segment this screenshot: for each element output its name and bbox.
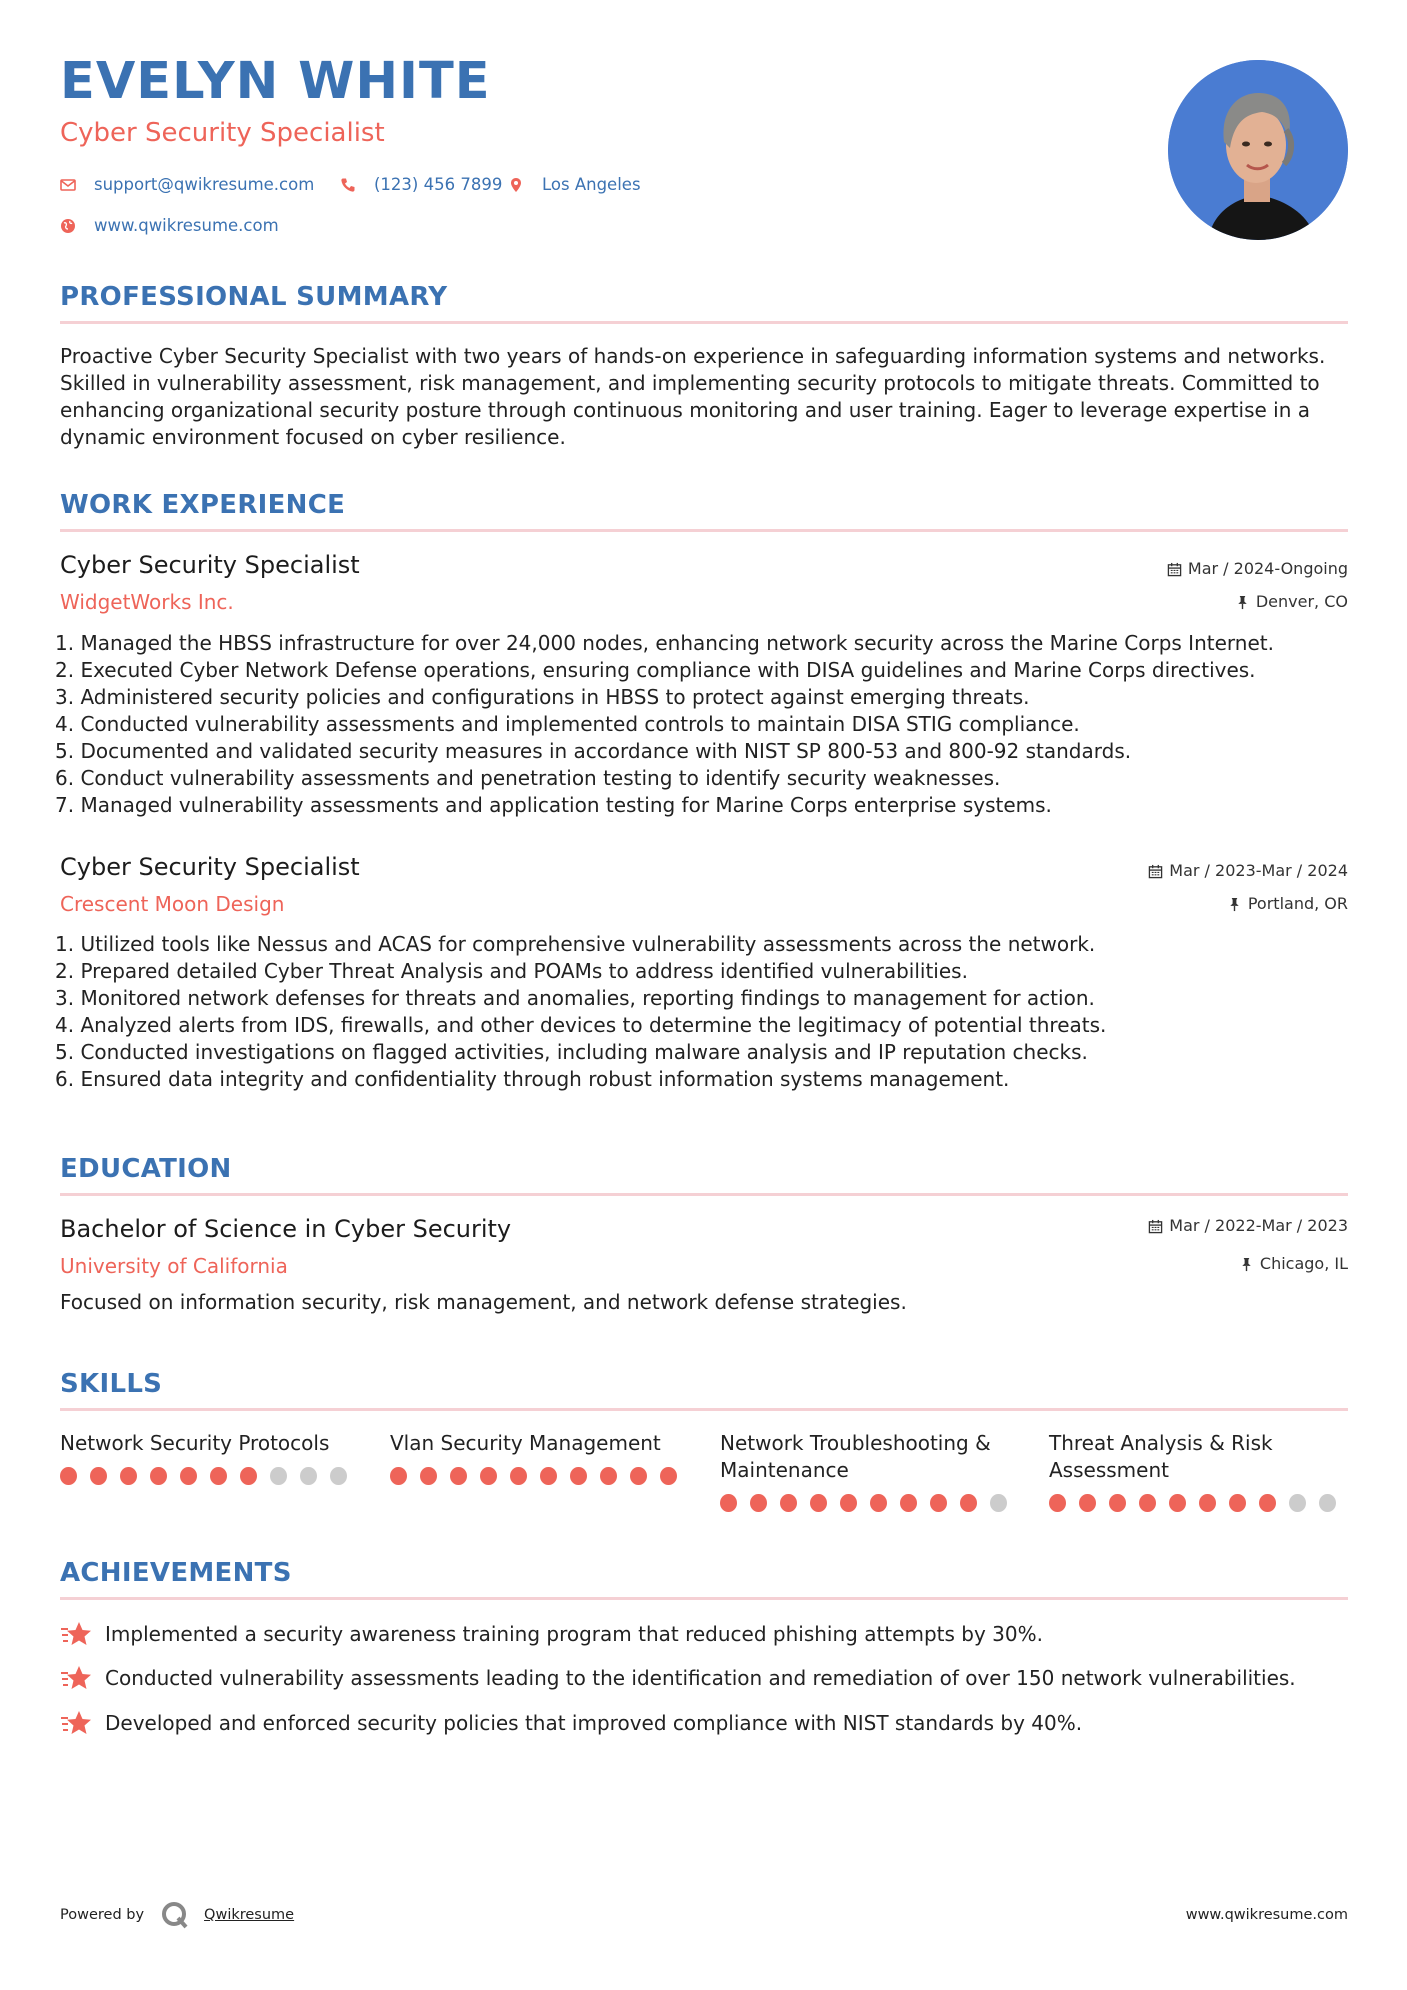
rating-dot-filled (1259, 1494, 1276, 1512)
rating-dot-filled (120, 1467, 137, 1485)
job-location-text: Denver, CO (1255, 592, 1348, 611)
degree-title: Bachelor of Science in Cyber Security (60, 1215, 512, 1243)
skill-name: Vlan Security Management (390, 1431, 661, 1455)
rating-dot-empty (1289, 1494, 1306, 1512)
job-date-text: Mar / 2023-Mar / 2024 (1169, 861, 1348, 880)
experience-heading: WORK EXPERIENCE (60, 490, 346, 520)
list-item: 2. Prepared detailed Cyber Threat Analysis and POAMs to address identified vulnerabilities. (55, 959, 968, 983)
star-icon (60, 1709, 92, 1737)
envelope-icon (60, 177, 76, 193)
job-location (1235, 594, 1348, 610)
rating-dot-filled (1169, 1494, 1186, 1512)
job-company: Crescent Moon Design (60, 892, 285, 916)
achievement-text: Implemented a security awareness training program that reduced phishing attempts by 30%. (105, 1622, 1043, 1646)
education-description: Focused on information security, risk management, and network defense strategies. (60, 1290, 907, 1314)
job-title: Cyber Security Specialist (60, 853, 360, 881)
skill-rating (720, 1494, 1020, 1512)
skill-rating (1049, 1494, 1349, 1512)
skill-item (1049, 1430, 1349, 1512)
pushpin-icon (1227, 897, 1242, 912)
job-date (1148, 863, 1348, 879)
website-text: www.qwikresume.com (94, 216, 279, 235)
globe-icon (60, 218, 76, 234)
rating-dot-filled (780, 1494, 797, 1512)
list-item: 5. Conducted investigations on flagged activities, including malware analysis and IP reputation checks. (55, 1040, 1088, 1064)
section-divider (60, 1193, 1348, 1196)
rating-dot-filled (420, 1467, 437, 1485)
skill-name: Network Troubleshooting & Maintenance (720, 1431, 991, 1482)
skill-item (390, 1430, 690, 1485)
achievement-item (60, 1709, 1082, 1737)
achievement-item (60, 1620, 1043, 1648)
education-date (1148, 1218, 1348, 1234)
rating-dot-filled (870, 1494, 887, 1512)
rating-dot-filled (840, 1494, 857, 1512)
location-text: Los Angeles (542, 175, 641, 194)
achievement-text: Conducted vulnerability assessments leading to the identification and remediation of over 150 network vulnerabilities. (105, 1666, 1296, 1690)
rating-dot-filled (810, 1494, 827, 1512)
job-location-text: Portland, OR (1247, 894, 1348, 913)
rating-dot-empty (990, 1494, 1007, 1512)
job-responsibilities (55, 931, 1355, 1093)
pushpin-icon (1239, 1257, 1254, 1272)
achievement-item (60, 1664, 1296, 1692)
email-text: support@qwikresume.com (94, 175, 315, 194)
pushpin-icon (1235, 595, 1250, 610)
list-item: 1. Utilized tools like Nessus and ACAS for comprehensive vulnerability assessments across the network. (55, 932, 1096, 956)
rating-dot-filled (1199, 1494, 1216, 1512)
rating-dot-filled (720, 1494, 737, 1512)
rating-dot-filled (90, 1467, 107, 1485)
job-responsibilities (55, 630, 1355, 819)
list-item: 1. Managed the HBSS infrastructure for over 24,000 nodes, enhancing network security across the Marine Corps Internet. (55, 631, 1274, 655)
rating-dot-empty (330, 1467, 347, 1485)
rating-dot-filled (660, 1467, 677, 1485)
summary-heading: PROFESSIONAL SUMMARY (60, 282, 448, 312)
qwikresume-link[interactable]: Qwikresume (204, 1907, 295, 1923)
rating-dot-empty (300, 1467, 317, 1485)
rating-dot-filled (1139, 1494, 1156, 1512)
rating-dot-filled (60, 1467, 77, 1485)
rating-dot-filled (210, 1467, 227, 1485)
section-divider (60, 529, 1348, 532)
qwikresume-logo-icon (160, 1900, 190, 1930)
education-location-text: Chicago, IL (1259, 1254, 1348, 1273)
job-date-text: Mar / 2024-Ongoing (1187, 559, 1348, 578)
rating-dot-filled (1049, 1494, 1066, 1512)
list-item: 6. Ensured data integrity and confidentiality through robust information systems management. (55, 1067, 1010, 1091)
skill-name: Threat Analysis & Risk Assessment (1049, 1431, 1273, 1482)
list-item: 6. Conduct vulnerability assessments and penetration testing to identify security weaknesses. (55, 766, 1001, 790)
rating-dot-empty (1319, 1494, 1336, 1512)
phone-text: (123) 456 7899 (374, 175, 503, 194)
list-item: 4. Conducted vulnerability assessments and implemented controls to maintain DISA STIG compliance. (55, 712, 1080, 736)
skill-item (60, 1430, 360, 1485)
achievement-text: Developed and enforced security policies that improved compliance with NIST standards by 40%. (105, 1711, 1083, 1735)
calendar-icon (1167, 562, 1182, 577)
footer-powered-by (60, 1900, 294, 1930)
skill-item (720, 1430, 1020, 1512)
list-item: 3. Administered security policies and configurations in HBSS to protect against emerging threats. (55, 685, 1030, 709)
section-divider (60, 1597, 1348, 1600)
star-icon (60, 1620, 92, 1648)
job-date (1167, 561, 1348, 577)
rating-dot-filled (930, 1494, 947, 1512)
footer-url[interactable]: www.qwikresume.com (1185, 1907, 1348, 1923)
contact-email[interactable] (60, 177, 314, 194)
education-date-text: Mar / 2022-Mar / 2023 (1169, 1216, 1348, 1235)
rating-dot-filled (480, 1467, 497, 1485)
rating-dot-filled (600, 1467, 617, 1485)
candidate-name: EVELYN WHITE (60, 52, 491, 111)
rating-dot-filled (540, 1467, 557, 1485)
achievements-heading: ACHIEVEMENTS (60, 1558, 292, 1588)
rating-dot-filled (960, 1494, 977, 1512)
rating-dot-empty (270, 1467, 287, 1485)
star-icon (60, 1664, 92, 1692)
rating-dot-filled (150, 1467, 167, 1485)
rating-dot-filled (1229, 1494, 1246, 1512)
rating-dot-filled (180, 1467, 197, 1485)
skill-name: Network Security Protocols (60, 1431, 330, 1455)
list-item: 4. Analyzed alerts from IDS, firewalls, and other devices to determine the legitimacy of potential threats. (55, 1013, 1107, 1037)
list-item: 2. Executed Cyber Network Defense operations, ensuring compliance with DISA guidelines and Marine Corps directives. (55, 658, 1256, 682)
rating-dot-filled (390, 1467, 407, 1485)
contact-phone[interactable] (340, 177, 502, 194)
map-pin-icon (508, 177, 524, 193)
rating-dot-filled (570, 1467, 587, 1485)
list-item: 7. Managed vulnerability assessments and application testing for Marine Corps enterprise systems. (55, 793, 1052, 817)
phone-icon (340, 177, 356, 193)
rating-dot-filled (630, 1467, 647, 1485)
rating-dot-filled (450, 1467, 467, 1485)
job-title: Cyber Security Specialist (60, 551, 360, 579)
candidate-title: Cyber Security Specialist (60, 118, 385, 148)
education-heading: EDUCATION (60, 1154, 232, 1184)
rating-dot-filled (510, 1467, 527, 1485)
list-item: 5. Documented and validated security measures in accordance with NIST SP 800-53 and 800-92 standards. (55, 739, 1132, 763)
skill-rating (390, 1467, 690, 1485)
rating-dot-filled (240, 1467, 257, 1485)
job-location (1227, 896, 1348, 912)
school-name: University of California (60, 1254, 288, 1278)
section-divider (60, 1408, 1348, 1411)
rating-dot-filled (750, 1494, 767, 1512)
rating-dot-filled (1079, 1494, 1096, 1512)
list-item: 3. Monitored network defenses for threats and anomalies, reporting findings to management for action. (55, 986, 1095, 1010)
profile-photo (1168, 60, 1348, 240)
contact-website[interactable] (60, 218, 279, 235)
job-company: WidgetWorks Inc. (60, 590, 234, 614)
education-location (1239, 1256, 1348, 1272)
rating-dot-filled (900, 1494, 917, 1512)
calendar-icon (1148, 1219, 1163, 1234)
rating-dot-filled (1109, 1494, 1126, 1512)
calendar-icon (1148, 864, 1163, 879)
skill-rating (60, 1467, 360, 1485)
section-divider (60, 321, 1348, 324)
contact-location (508, 177, 641, 194)
powered-by-label: Powered by (60, 1907, 145, 1923)
summary-text: Proactive Cyber Security Specialist with two years of hands-on experience in safeguarding information systems and networks. Skilled in vulnerability assessment, risk management, and implementing security protocols to mitigate threats. Committed to enhancing organizational security posture through continuous monitoring and user training. Eager to leverage expertise in a dynamic environment focused on cyber resilience. (60, 344, 1326, 449)
skills-heading: SKILLS (60, 1369, 163, 1399)
